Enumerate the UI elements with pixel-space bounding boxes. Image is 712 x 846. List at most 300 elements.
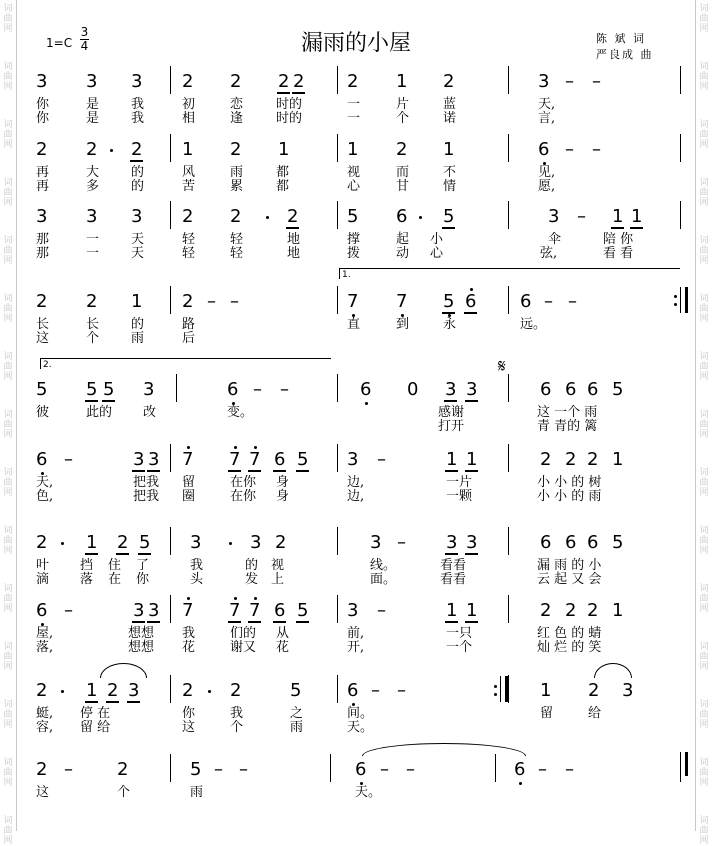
watermark-text: 词 曲 网: [3, 236, 13, 266]
note: 3: [131, 71, 143, 92]
note: 3: [466, 532, 478, 553]
watermark-text: 词 曲 网: [699, 4, 709, 34]
dash-extension: –: [397, 680, 406, 701]
lyric-2: 开,: [347, 640, 365, 655]
lyric-2: 云 起 又 会: [537, 572, 602, 587]
note: 6: [36, 449, 48, 470]
dash-extension: –: [380, 759, 389, 780]
lyric-1: 到: [396, 317, 410, 332]
note: 1: [278, 139, 290, 160]
octave-dot-below: [41, 623, 44, 626]
note: 3: [131, 206, 143, 227]
note: 5: [347, 206, 359, 227]
note: 2: [293, 71, 305, 92]
lyric-2: 雨: [290, 720, 304, 735]
note: 6: [274, 600, 286, 621]
lyric-2: 情: [443, 179, 457, 194]
lyric-2: 的: [131, 179, 145, 194]
note: 2: [278, 71, 290, 92]
lyric-1: 陪 你: [603, 232, 634, 247]
bar-line: [337, 444, 338, 472]
lyric-2: 把我: [133, 489, 160, 504]
lyric-1: 们的: [230, 626, 257, 641]
time-signature-bottom: 4: [80, 39, 89, 53]
octave-dot-below: [448, 314, 451, 317]
watermark-text: 词 曲 网: [3, 178, 13, 208]
augmentation-dot: [208, 690, 211, 693]
note: 1: [466, 449, 478, 470]
dash-extension: –: [207, 291, 216, 312]
note: 2: [36, 139, 48, 160]
lyric-2: 逢: [230, 111, 244, 126]
bar-line: [337, 527, 338, 555]
bar-line: [508, 201, 509, 229]
note: 3: [548, 206, 560, 227]
lyric-1: 起: [396, 232, 410, 247]
lyric-1: 见,: [538, 165, 556, 180]
watermark-text: 词 曲 网: [3, 294, 13, 324]
lyric-1: 恋: [230, 97, 244, 112]
note: 2: [540, 449, 552, 470]
dash-extension: –: [239, 759, 248, 780]
note: 6: [360, 379, 372, 400]
lyric-1: 天: [131, 232, 145, 247]
watermark-text: 词 曲 网: [699, 178, 709, 208]
repeat-end-thick-bar-2: [505, 676, 508, 702]
note: 2: [36, 680, 48, 701]
note: 3: [347, 600, 359, 621]
note: 7: [182, 449, 194, 470]
key-signature: 1=C: [46, 36, 73, 50]
dash-extension: –: [568, 291, 577, 312]
bar-line: [508, 444, 509, 472]
lyric-1: 一只: [446, 626, 473, 641]
dash-extension: –: [544, 291, 553, 312]
lyric-1: 线。: [370, 558, 397, 573]
lyric-1: 视: [347, 165, 361, 180]
lyric-1: 彼: [36, 405, 50, 420]
watermark-text: 词 曲 网: [699, 62, 709, 92]
note: 1: [131, 291, 143, 312]
dash-extension: –: [64, 759, 73, 780]
lyric-1: 初: [182, 97, 196, 112]
watermark-text: 词 曲 网: [3, 62, 13, 92]
lyric-1: 都: [276, 165, 290, 180]
lyric-2: 落: [80, 572, 94, 587]
lyric-2: 花: [182, 640, 196, 655]
note: 3: [133, 600, 145, 621]
lyric-1: 留: [540, 706, 554, 721]
note: 1: [540, 680, 552, 701]
watermark-text: 词 曲 网: [699, 468, 709, 498]
note: 6: [540, 379, 552, 400]
dash-extension: –: [565, 71, 574, 92]
lyric-2: 甘: [396, 179, 410, 194]
note: 6: [347, 680, 359, 701]
bar-line: [170, 595, 171, 623]
note: 0: [407, 379, 419, 400]
note: 7: [249, 600, 261, 621]
lyric-1: 一片: [446, 475, 473, 490]
note: 2: [36, 759, 48, 780]
lyric-1: 留: [182, 475, 196, 490]
lyric-2: 上: [271, 572, 285, 587]
octave-dot-below: [401, 314, 404, 317]
note: 2: [230, 139, 242, 160]
watermark-text: 词 曲 网: [3, 410, 13, 440]
lyric-1: 一: [86, 232, 100, 247]
lyric-2: 轻: [182, 246, 196, 261]
dash-extension: –: [280, 379, 289, 400]
note: 3: [36, 206, 48, 227]
note: 6: [587, 379, 599, 400]
lyric-1: 红 色 的 蜻: [537, 626, 602, 641]
lyric-1: 是: [86, 97, 100, 112]
note: 6: [274, 449, 286, 470]
lyric-1: 边,: [347, 475, 365, 490]
lyric-2: 一个: [446, 640, 473, 655]
lyric-2: 时的: [276, 111, 303, 126]
note: 5: [290, 680, 302, 701]
dash-extension: –: [214, 759, 223, 780]
octave-dot-above: [254, 597, 257, 600]
bar-line: [680, 201, 681, 229]
lyric-2: 累: [230, 179, 244, 194]
dash-extension: –: [377, 600, 386, 621]
lyric-1: 天,: [36, 475, 54, 490]
note: 2: [117, 759, 129, 780]
watermark-text: 词 曲 网: [699, 352, 709, 382]
lyric-1: 漏 雨 的 小: [537, 558, 602, 573]
dash-extension: –: [565, 759, 574, 780]
watermark-text: 词 曲 网: [3, 758, 13, 788]
lyric-2: 多: [86, 179, 100, 194]
bar-line: [680, 134, 681, 162]
lyric-1: 长: [86, 317, 100, 332]
lyric-1: 伞: [548, 232, 562, 247]
watermark-text: 词 曲 网: [699, 410, 709, 440]
note: 1: [443, 139, 455, 160]
bar-line: [508, 134, 509, 162]
note: 7: [396, 291, 408, 312]
augmentation-dot: [419, 216, 422, 219]
note: 1: [347, 139, 359, 160]
bar-line: [170, 66, 171, 94]
dash-extension: –: [577, 206, 586, 227]
lyric-1: 此的: [86, 405, 113, 420]
lyric-2: 愿,: [538, 179, 556, 194]
lyric-2: 一: [86, 246, 100, 261]
watermark-text: 词 曲 网: [3, 700, 13, 730]
lyric-2: 小 小 的 雨: [537, 489, 602, 504]
octave-dot-below: [519, 782, 522, 785]
augmentation-dot: [266, 216, 269, 219]
note: 2: [230, 71, 242, 92]
watermark-text: 词 曲 网: [3, 4, 13, 34]
lyric-1: 小 小 的 树: [537, 475, 602, 490]
bar-line: [170, 286, 171, 314]
watermark-text: 词 曲 网: [3, 468, 13, 498]
repeat-end-dots: [674, 290, 678, 310]
lyric-2: 谢又: [230, 640, 257, 655]
watermark-text: 词 曲 网: [699, 758, 709, 788]
bar-line: [170, 675, 171, 703]
lyric-1: 在你: [230, 475, 257, 490]
note: 5: [103, 379, 115, 400]
lyric-1: 从: [276, 626, 290, 641]
note: 3: [86, 71, 98, 92]
lyric-1: 给: [588, 706, 602, 721]
note: 2: [587, 449, 599, 470]
lyric-2: 想想: [128, 640, 155, 655]
second-ending-bracket: [40, 358, 331, 369]
note: 3: [445, 379, 457, 400]
lyric-2: 弦,: [540, 246, 558, 261]
watermark-text: 词 曲 网: [699, 526, 709, 556]
lyric-2: 落,: [36, 640, 54, 655]
note: 3: [86, 206, 98, 227]
note: 7: [182, 600, 194, 621]
watermark-text: 词 曲 网: [699, 700, 709, 730]
note: 3: [148, 600, 160, 621]
lyric-1: 不: [443, 165, 457, 180]
bar-line: [330, 754, 331, 782]
note: 5: [190, 759, 202, 780]
watermark-text: 词 曲 网: [3, 584, 13, 614]
lyric-1: 这 一个 雨: [537, 405, 598, 420]
lyric-2: 那: [36, 246, 50, 261]
note: 2: [182, 291, 194, 312]
note: 3: [250, 532, 262, 553]
octave-dot-below: [352, 314, 355, 317]
lyric-2: 看看: [440, 572, 467, 587]
lyric-1: 个: [117, 785, 131, 800]
lyric-1: 我: [131, 97, 145, 112]
octave-dot-below: [41, 472, 44, 475]
note: 2: [86, 139, 98, 160]
bar-line: [170, 134, 171, 162]
lyric-1: 的: [245, 558, 259, 573]
slur-1: [100, 663, 147, 678]
watermark-text: 词 曲 网: [699, 120, 709, 150]
note: 6: [565, 532, 577, 553]
final-thick-bar: [685, 752, 688, 776]
lyric-1: 风: [182, 165, 196, 180]
dash-extension: –: [230, 291, 239, 312]
bar-line: [337, 66, 338, 94]
note: 2: [117, 532, 129, 553]
lyric-1: 感谢: [438, 405, 465, 420]
note: 5: [612, 379, 624, 400]
dash-extension: –: [377, 449, 386, 470]
lyric-1: 看看: [440, 558, 467, 573]
note: 6: [227, 379, 239, 400]
note: 2: [443, 71, 455, 92]
lyric-2: 心: [430, 246, 444, 261]
note: 6: [36, 600, 48, 621]
note: 1: [446, 600, 458, 621]
lyric-2: 这: [36, 331, 50, 346]
octave-dot-below: [232, 402, 235, 405]
note: 6: [565, 379, 577, 400]
note: 2: [182, 71, 194, 92]
second-ending-number: 2.: [43, 360, 52, 370]
bar-line: [170, 754, 171, 782]
lyric-1: 而: [396, 165, 410, 180]
lyric-2: 个: [230, 720, 244, 735]
dash-extension: –: [592, 139, 601, 160]
lyric-1: 蜓,: [36, 706, 54, 721]
song-title: 漏雨的小屋: [300, 31, 411, 56]
lyric-1: 了: [136, 558, 150, 573]
lyric-1: 长: [36, 317, 50, 332]
lyric-2: 天: [131, 246, 145, 261]
lyric-2: 个: [86, 331, 100, 346]
watermark-text: 词 曲 网: [3, 526, 13, 556]
lyric-2: 滴: [36, 572, 50, 587]
watermark-text: 词 曲 网: [3, 120, 13, 150]
lyric-2: 言,: [538, 111, 556, 126]
lyric-1: 永: [443, 317, 457, 332]
lyric-1: 把我: [133, 475, 160, 490]
note: 7: [229, 600, 241, 621]
lyricist-credit: 陈 斌 词: [596, 32, 646, 45]
lyric-1: 变。: [227, 405, 254, 420]
lyric-2: 一: [347, 111, 361, 126]
note: 3: [466, 379, 478, 400]
lyric-1: 一: [347, 97, 361, 112]
dash-extension: –: [592, 71, 601, 92]
watermark-text: 词 曲 网: [699, 816, 709, 846]
lyric-1: 的: [131, 317, 145, 332]
note: 2: [287, 206, 299, 227]
lyric-1: 天,: [538, 97, 556, 112]
note: 2: [565, 449, 577, 470]
note: 3: [370, 532, 382, 553]
lyric-2: 这: [182, 720, 196, 735]
repeat-end-dots-2: [494, 680, 498, 700]
first-ending-number: 1.: [342, 270, 351, 280]
lyric-2: 色,: [36, 489, 54, 504]
note: 1: [466, 600, 478, 621]
composer-credit: 严良成 曲: [596, 48, 654, 61]
note: 6: [514, 759, 526, 780]
note: 3: [36, 71, 48, 92]
note: 6: [587, 532, 599, 553]
note: 5: [443, 291, 455, 312]
lyric-2: 看 看: [603, 246, 634, 261]
lyric-1: 远。: [520, 317, 547, 332]
dash-extension: –: [565, 139, 574, 160]
note: 2: [182, 680, 194, 701]
lyric-1: 雨: [190, 785, 204, 800]
lyric-1: 大: [86, 165, 100, 180]
lyric-1: 轻: [182, 232, 196, 247]
note: 5: [612, 532, 624, 553]
lyric-2: 都: [276, 179, 290, 194]
octave-dot-above: [187, 446, 190, 449]
lyric-2: 相: [182, 111, 196, 126]
dash-extension: –: [406, 759, 415, 780]
lyric-1: 挡: [80, 558, 94, 573]
lyric-2: 打开: [438, 419, 465, 434]
lyric-1: 撑: [347, 232, 361, 247]
note: 2: [182, 206, 194, 227]
bar-line: [337, 134, 338, 162]
lyric-1: 小: [430, 232, 444, 247]
bar-line: [508, 595, 509, 623]
lyric-2: 你: [36, 111, 50, 126]
dash-extension: –: [371, 680, 380, 701]
octave-dot-above: [187, 597, 190, 600]
note: 1: [446, 449, 458, 470]
note: 1: [631, 206, 643, 227]
note: 3: [190, 532, 202, 553]
note: 5: [443, 206, 455, 227]
lyric-1: 间。: [347, 706, 374, 721]
note: 1: [612, 449, 624, 470]
lyric-2: 拨: [347, 246, 361, 261]
note: 3: [148, 449, 160, 470]
bar-line: [495, 754, 496, 782]
augmentation-dot: [110, 149, 113, 152]
note: 5: [297, 449, 309, 470]
lyric-2: 后: [182, 331, 196, 346]
note: 2: [587, 600, 599, 621]
note: 1: [612, 600, 624, 621]
lyric-1: 之: [290, 706, 304, 721]
lyric-1: 地: [287, 232, 301, 247]
dash-extension: –: [253, 379, 262, 400]
note: 5: [36, 379, 48, 400]
lyric-1: 想想: [128, 626, 155, 641]
lyric-1: 停 在: [80, 706, 111, 721]
bar-line: [337, 286, 338, 314]
bar-line: [170, 527, 171, 555]
note: 7: [347, 291, 359, 312]
bar-line: [508, 527, 509, 555]
note: 6: [540, 532, 552, 553]
lyric-2: 在: [108, 572, 122, 587]
note: 3: [622, 680, 634, 701]
lyric-1: 路: [182, 317, 196, 332]
octave-dot-below: [543, 162, 546, 165]
lyric-2: 花: [276, 640, 290, 655]
watermark-text: 词 曲 网: [699, 236, 709, 266]
slur-2: [594, 663, 632, 678]
lyric-1: 再: [36, 165, 50, 180]
watermark-text: 词 曲 网: [3, 642, 13, 672]
note: 5: [139, 532, 151, 553]
dash-extension: –: [64, 449, 73, 470]
right-watermark-strip: [695, 0, 712, 846]
note: 2: [275, 532, 287, 553]
lyric-1: 住: [108, 558, 122, 573]
bar-line: [508, 66, 509, 94]
lyric-1: 我: [182, 626, 196, 641]
lyric-2: 苦: [182, 179, 196, 194]
note: 6: [538, 139, 550, 160]
lyric-2: 雨: [131, 331, 145, 346]
lyric-1: 你: [182, 706, 196, 721]
lyric-1: 你: [36, 97, 50, 112]
note: 1: [182, 139, 194, 160]
bar-line: [508, 374, 509, 402]
note: 2: [347, 71, 359, 92]
lyric-2: 在你: [230, 489, 257, 504]
lyric-1: 时的: [276, 97, 303, 112]
repeat-end-thick-bar: [685, 287, 688, 313]
